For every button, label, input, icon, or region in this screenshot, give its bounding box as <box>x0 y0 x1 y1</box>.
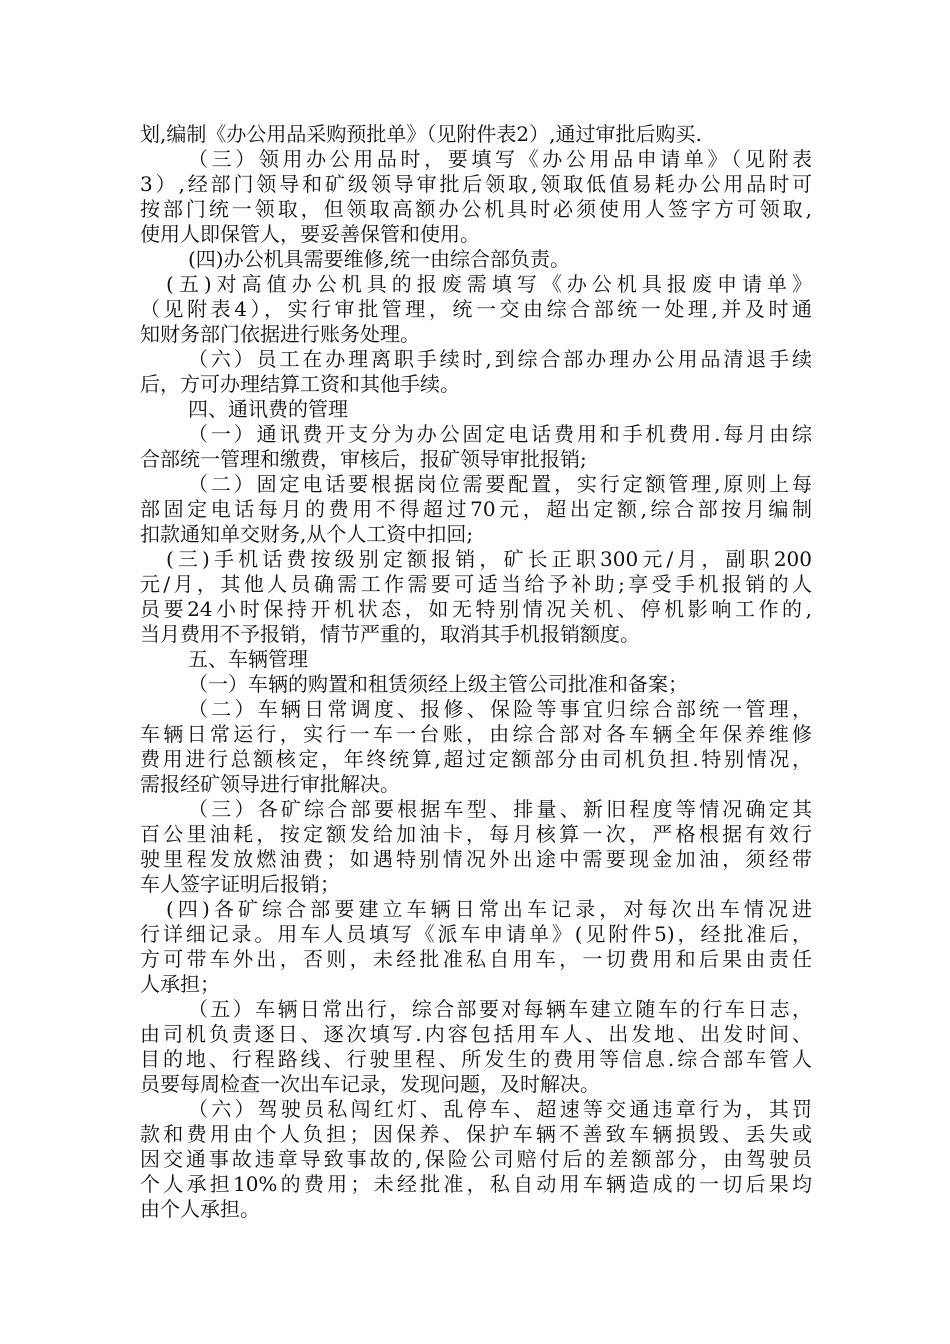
document-body <box>140 122 812 1222</box>
section-heading: 四、通讯费的管理 <box>188 397 348 421</box>
text-line: （六）驾驶员私闯红灯、乱停车、超速等交通违章行为，其罚 <box>188 1097 812 1121</box>
text-line: 由司机负责逐日、逐次填写.内容包括用车人、出发地、出发时间、 <box>140 1022 812 1046</box>
text-line: 员要每周检查一次出车记录，发现问题，及时解决。 <box>140 1072 600 1096</box>
text-line: （三）各矿综合部要根据车型、排量、新旧程度等情况确定其 <box>188 797 812 821</box>
text-line: （一）通讯费开支分为办公固定电话费用和手机费用.每月由综 <box>188 422 812 446</box>
section-heading: 五、车辆管理 <box>188 647 308 671</box>
text-line: （见附表4），实行审批管理，统一交由综合部统一处理,并及时通 <box>140 297 812 321</box>
text-line: （五）车辆日常出行，综合部要对每辆车建立随车的行车日志， <box>188 997 812 1021</box>
text-line: 款和费用由个人负担；因保养、保护车辆不善致车辆损毁、丢失或 <box>140 1122 812 1146</box>
text-line: 因交通事故违章导致事故的,保险公司赔付后的差额部分，由驾驶员 <box>140 1147 812 1171</box>
text-line: （一）车辆的购置和租赁须经上级主管公司批准和备案； <box>188 672 688 696</box>
text-line: 扣款通知单交财务,从个人工资中扣回; <box>140 522 474 546</box>
text-line: （二）固定电话要根据岗位需要配置，实行定额管理,原则上每 <box>188 472 812 496</box>
text-line: 部固定电话每月的费用不得超过70元，超出定额,综合部按月编制 <box>140 497 812 521</box>
text-line: 需报经矿领导进行审批解决。 <box>140 772 400 796</box>
text-line: (四)各矿综合部要建立车辆日常出车记录，对每次出车情况进 <box>166 897 812 921</box>
text-line: （六）员工在办理离职手续时,到综合部办理办公用品清退手续 <box>188 347 812 371</box>
text-line: 由个人承担。 <box>140 1197 260 1221</box>
text-line: 车辆日常运行，实行一车一台账，由综合部对各车辆全年保养维修 <box>140 722 812 746</box>
text-line: 驶里程发放燃油费；如遇特别情况外出途中需要现金加油，须经带 <box>140 847 812 871</box>
text-line: 目的地、行程路线、行驶里程、所发生的费用等信息.综合部车管人 <box>140 1047 812 1071</box>
text-line: 元/月，其他人员确需工作需要可适当给予补助;享受手机报销的人 <box>140 572 812 596</box>
text-line: （三）领用办公用品时，要填写《办公用品申请单》（见附表 <box>188 147 812 171</box>
text-line: 个人承担10%的费用；未经批准，私自动用车辆造成的一切后果均 <box>140 1172 812 1196</box>
text-line: (五)对高值办公机具的报废需填写《办公机具报废申请单》 <box>166 272 812 296</box>
text-line: 百公里油耗，按定额发给加油卡，每月核算一次，严格根据有效行 <box>140 822 812 846</box>
text-line: (四)办公机具需要维修,统一由综合部负责。 <box>188 247 570 271</box>
text-line: 人承担； <box>140 972 220 996</box>
text-line: 方可带车外出，否则，未经批准私自用车，一切费用和后果由责任 <box>140 947 812 971</box>
text-line: 员要24小时保持开机状态，如无特别情况关机、停机影响工作的, <box>140 597 812 621</box>
text-line: 合部统一管理和缴费，审核后，报矿领导审批报销; <box>140 447 587 471</box>
text-line: 使用人即保管人，要妥善保管和使用。 <box>140 222 480 246</box>
text-line: 知财务部门依据进行账务处理。 <box>140 322 420 346</box>
text-line: 3）,经部门领导和矿级领导审批后领取,领取低值易耗办公用品时可 <box>140 172 812 196</box>
text-line: 费用进行总额核定，年终统算,超过定额部分由司机负担.特别情况， <box>140 747 812 771</box>
text-line: 当月费用不予报销，情节严重的，取消其手机报销额度。 <box>140 622 640 646</box>
text-line: 行详细记录。用车人员填写《派车申请单》(见附件5)，经批准后， <box>140 922 812 946</box>
text-line: 车人签字证明后报销； <box>140 872 340 896</box>
text-line: 后，方可办理结算工资和其他手续。 <box>140 372 460 396</box>
text-line: 划,编制《办公用品采购预批单》（见附件表2）,通过审批后购买. <box>140 122 702 146</box>
text-line: (三)手机话费按级别定额报销，矿长正职300元/月，副职200 <box>166 547 812 571</box>
text-line: 按部门统一领取，但领取高额办公机具时必须使用人签字方可领取, <box>140 197 812 221</box>
text-line: （二）车辆日常调度、报修、保险等事宜归综合部统一管理， <box>188 697 812 721</box>
